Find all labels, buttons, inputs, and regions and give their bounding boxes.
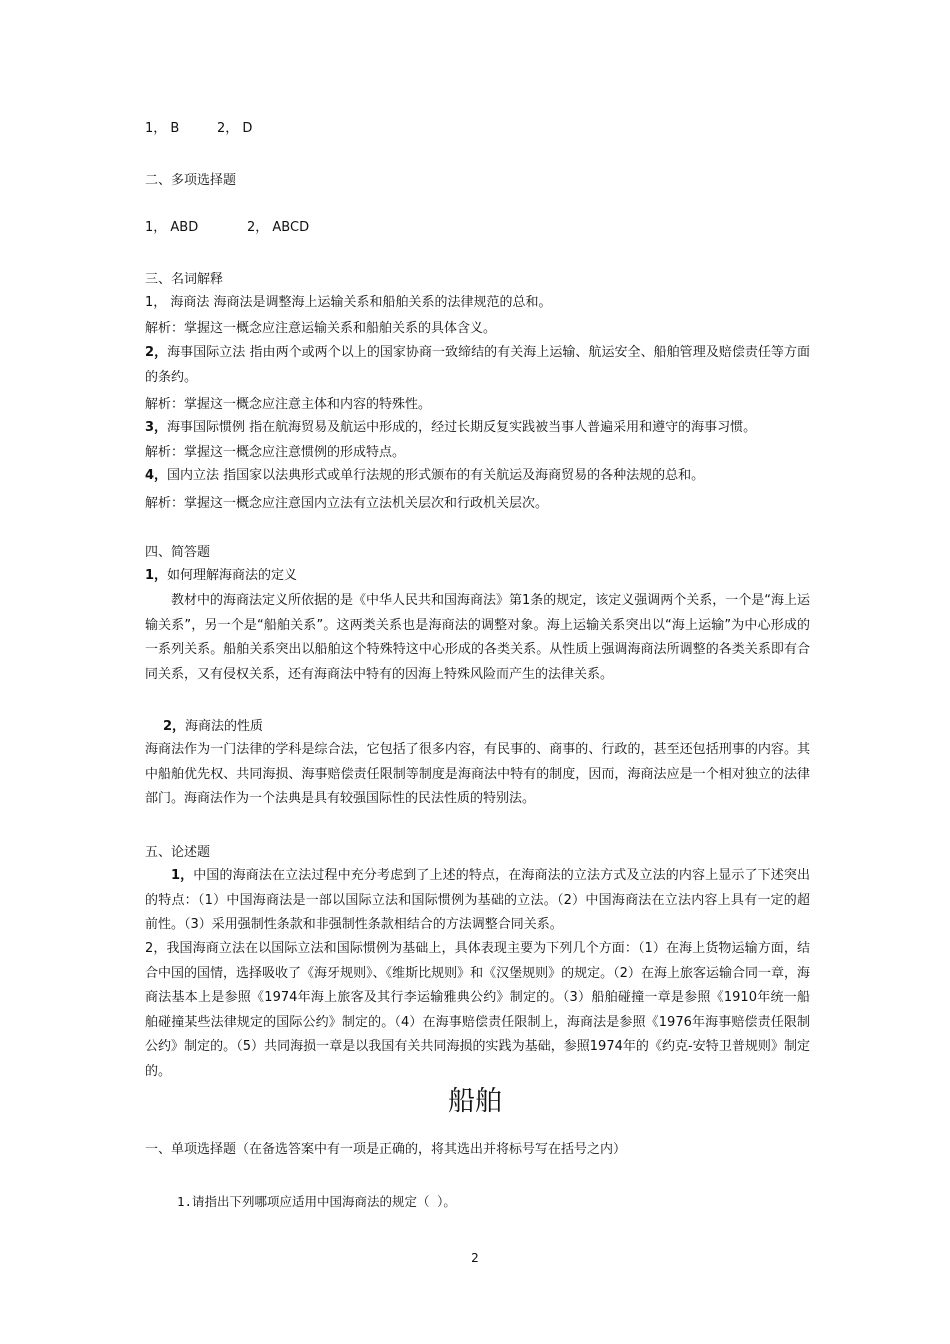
short-question-1 <box>145 567 810 585</box>
answer-1: 1， B <box>145 121 180 136</box>
term-1-text: 海商法 海商法是调整海上运输关系和船舶关系的法律规范的总和。 <box>166 295 552 310</box>
short-answer-2: 海商法作为一门法律的学科是综合法，它包括了很多内容，有民事的、商事的、行政的，甚至还包括刑事的内容。其中船舶优先权、共同海损、海事赔偿责任限制等制度是海商法中特有的制度，因而，海商法应是一个相对独立的法律部门。海商法作为一个法典是具有较强国际性的民法性质的特别法。 <box>145 742 810 806</box>
term-1-explanation: 解析：掌握这一概念应注意运输关系和船舶关系的具体含义。 <box>145 321 497 336</box>
term-3-explanation: 解析：掌握这一概念应注意惯例的形成特点。 <box>145 445 406 460</box>
term-2-explanation: 解析：掌握这一概念应注意主体和内容的特殊性。 <box>145 397 432 412</box>
single-choice-answers <box>145 120 810 138</box>
answer-2: 2， ABCD <box>247 220 310 235</box>
term-4-explanation: 解析：掌握这一概念应注意国内立法有立法机关层次和行政机关层次。 <box>145 496 549 511</box>
term-1-number: 1， <box>145 295 167 310</box>
term-4 <box>145 467 810 485</box>
chapter-question-1: 1.请指出下列哪项应适用中国海商法的规定（ ）。 <box>177 1194 456 1209</box>
short-question-2-text: 海商法的性质 <box>185 719 264 734</box>
section-heading-terms: 三、名词解释 <box>145 272 224 287</box>
term-4-number: 4， <box>145 468 168 483</box>
section-heading-multiple-choice: 二、多项选择题 <box>145 173 237 188</box>
term-4-text: 国内立法 指国家以法典形式或单行法规的形式颁布的有关航运及海商贸易的各种法规的总和。 <box>167 468 705 483</box>
short-question-1-text: 如何理解海商法的定义 <box>167 568 298 583</box>
essay-paragraph-1-text: 中国的海商法在立法过程中充分考虑到了上述的特点，在海商法的立法方式及立法的内容上显示了下述突出的特点：（1）中国海商法是一部以国际立法和国际惯例为基础的立法。（2）中国海商法在立法内容上具有一定的超前性。（3）采用强制性条款和非强制性条款相结合的方法调整合同关系。 <box>145 868 810 932</box>
short-answer-1: 教材中的海商法定义所依据的是《中华人民共和国海商法》第1条的规定，该定义强调两个关系，一个是“海上运输关系”，另一个是“船舶关系”。这两类关系也是海商法的调整对象。海上运输关系突出以“海上运输”为中心形成的一系列关系。船舶关系突出以船舶这个特殊特这中心形成的各类关系。从性质上强调海商法所调整的各类关系即有合同关系，又有侵权关系，还有海商法中特有的因海上特殊风险而产生的法律关系。 <box>145 593 811 682</box>
short-question-1-number: 1， <box>145 568 168 583</box>
short-question-2-number: 2， <box>163 719 186 734</box>
essay-paragraph-1-number: 1， <box>171 868 194 883</box>
essay-paragraph-1 <box>145 864 810 938</box>
answer-1: 1， ABD <box>145 220 199 235</box>
short-question-2 <box>163 718 828 736</box>
term-2-number: 2， <box>145 345 168 360</box>
term-3 <box>145 419 810 437</box>
term-3-number: 3， <box>145 420 168 435</box>
term-3-text: 海事国际惯例 指在航海贸易及航运中形成的，经过长期反复实践被当事人普遍采用和遵守的海事习惯。 <box>167 420 757 435</box>
term-2 <box>145 341 810 390</box>
essay-paragraph-2: 2，我国海商立法在以国际立法和国际惯例为基础上，具体表现主要为下列几个方面：（1）在海上货物运输方面，结合中国的国情，选择吸收了《海牙规则》、《维斯比规则》和《汉堡规则》的规定。（2）在海上旅客运输合同一章，海商法基本上是参照《1974年海上旅客及其行李运输雅典公约》制定的。（3）船舶碰撞一章是参照《1910年统一船舶碰撞某些法律规定的国际公约》制定的。（4）在海事赔偿责任限制上，海商法是参照《1976年海事赔偿责任限制公约》制定的。（5）共同海损一章是以我国有关共同海损的实践为基础，参照1974年的《约克-安特卫普规则》制定的。 <box>145 941 810 1079</box>
chapter-title: 船舶 <box>448 1086 502 1117</box>
multiple-choice-answers <box>145 219 810 237</box>
term-2-text: 海事国际立法 指由两个或两个以上的国家协商一致缔结的有关海上运输、航运安全、船舶管理及赔偿责任等方面的条约。 <box>145 345 810 385</box>
section-heading-short-answer: 四、简答题 <box>145 545 211 560</box>
section-heading-essay: 五、论述题 <box>145 845 211 860</box>
answer-2: 2， D <box>217 121 253 136</box>
chapter-section-heading: 一、单项选择题（在备选答案中有一项是正确的，将其选出并将标号写在括号之内） <box>145 1142 627 1157</box>
page-number: 2 <box>471 1251 479 1265</box>
term-1 <box>145 294 810 312</box>
